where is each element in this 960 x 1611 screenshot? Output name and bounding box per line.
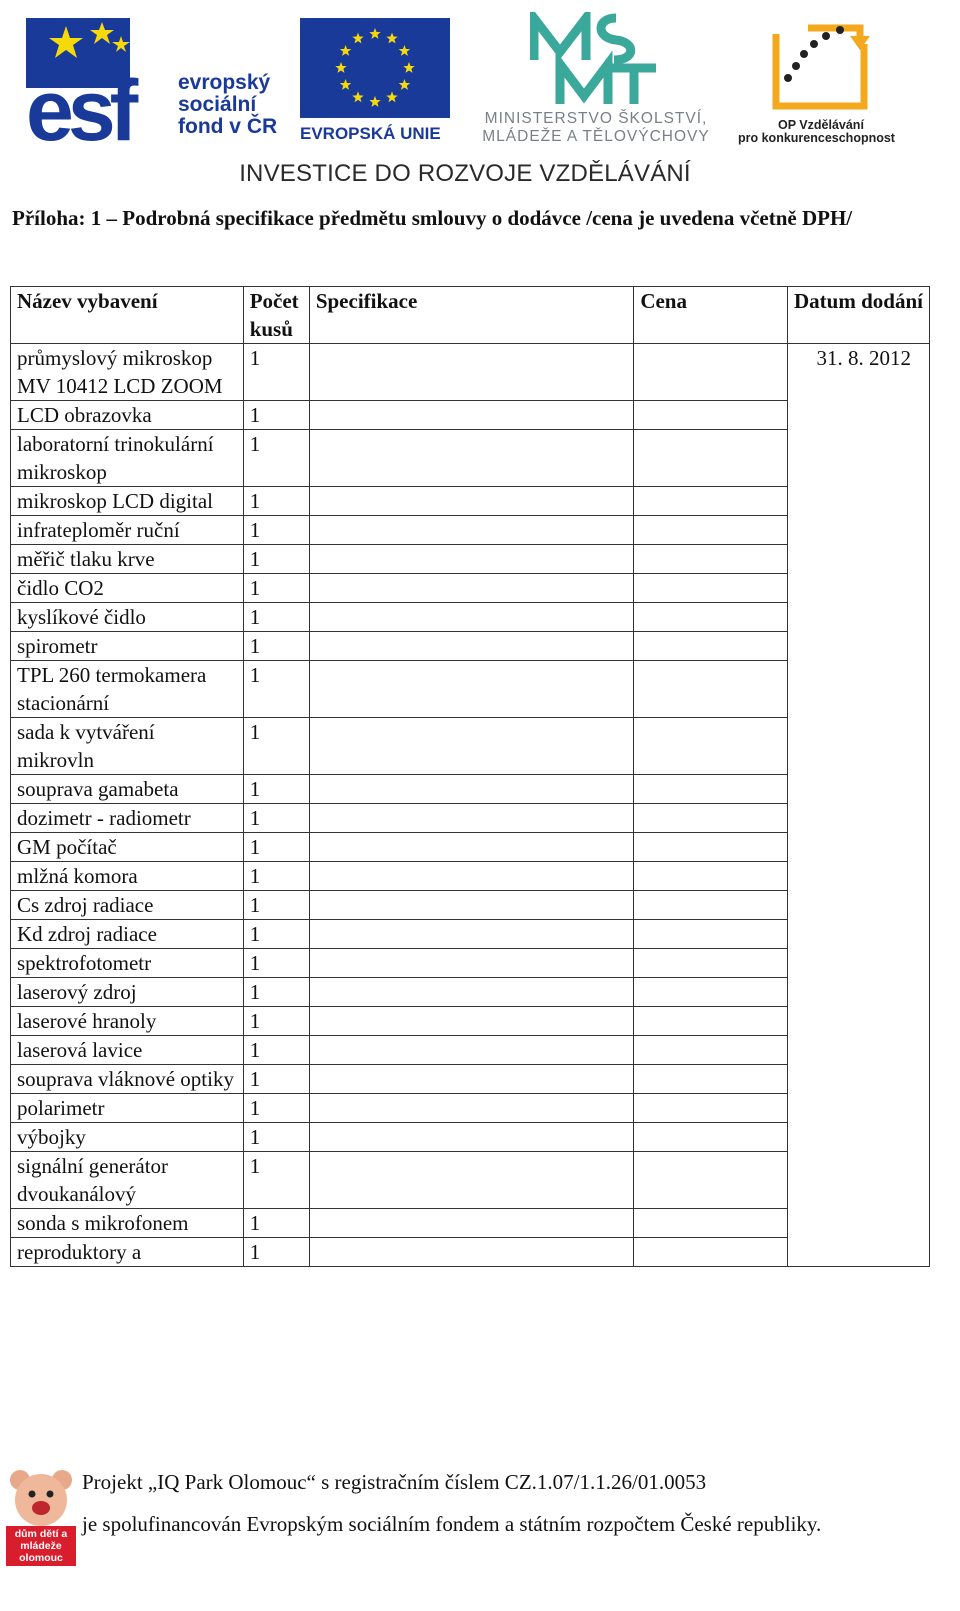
cell-name: průmyslový mikroskop MV 10412 LCD ZOOM: [11, 344, 244, 401]
cell-spec: [309, 574, 633, 603]
footer-line-2: je spolufinancován Evropským sociálním fondem a státním rozpočtem České republiky.: [82, 1512, 822, 1536]
cell-spec: [309, 1094, 633, 1123]
cell-spec: [309, 1152, 633, 1209]
cell-name: signální generátor dvoukanálový: [11, 1152, 244, 1209]
cell-qty: 1: [243, 632, 309, 661]
cell-name: mikroskop LCD digital: [11, 487, 244, 516]
cell-date: [788, 891, 930, 920]
header-date: Datum dodání: [788, 287, 930, 344]
op-logo-mark: [768, 14, 878, 114]
cell-qty: 1: [243, 1036, 309, 1065]
esf-line-1: evropský: [178, 71, 271, 94]
cell-qty: 1: [243, 1209, 309, 1238]
cell-date: [788, 1238, 930, 1267]
table-row: [11, 1209, 930, 1238]
cell-price: [634, 1036, 788, 1065]
table-row: [11, 545, 930, 574]
svg-text:esf: esf: [26, 63, 133, 146]
cell-spec: [309, 775, 633, 804]
table-row: [11, 603, 930, 632]
cell-qty: 1: [243, 1007, 309, 1036]
cell-name: čidlo CO2: [11, 574, 244, 603]
cell-spec: [309, 978, 633, 1007]
cell-spec: [309, 833, 633, 862]
cell-date: [788, 718, 930, 775]
cell-name: souprava vláknové optiky: [11, 1065, 244, 1094]
header-qty: Počet kusů: [243, 287, 309, 344]
cell-date: [788, 516, 930, 545]
cell-date: [788, 1036, 930, 1065]
eu-label: EVROPSKÁ UNIE: [300, 124, 441, 143]
cell-name: laserové hranoly: [11, 1007, 244, 1036]
esf-logo: [26, 18, 296, 148]
cell-price: [634, 891, 788, 920]
cell-spec: [309, 1036, 633, 1065]
cell-name: spirometr: [11, 632, 244, 661]
cell-spec: [309, 661, 633, 718]
cell-date: [788, 632, 930, 661]
table-row: [11, 401, 930, 430]
cell-spec: [309, 718, 633, 775]
cell-name: dozimetr - radiometr: [11, 804, 244, 833]
cell-price: [634, 1152, 788, 1209]
cell-price: [634, 775, 788, 804]
cell-spec: [309, 344, 633, 401]
table-row: [11, 920, 930, 949]
cell-price: [634, 632, 788, 661]
cell-spec: [309, 1065, 633, 1094]
op-line-1: OP Vzdělávání: [778, 118, 864, 132]
cell-qty: 1: [243, 545, 309, 574]
cell-price: [634, 401, 788, 430]
cell-name: souprava gamabeta: [11, 775, 244, 804]
table-row: [11, 862, 930, 891]
footer-line-1: Projekt „IQ Park Olomouc“ s registračním číslem CZ.1.07/1.1.26/01.0053: [82, 1470, 707, 1494]
cell-name: laserová lavice: [11, 1036, 244, 1065]
cell-spec: [309, 949, 633, 978]
table-row: [11, 1152, 930, 1209]
cell-price: [634, 862, 788, 891]
cell-qty: 1: [243, 1065, 309, 1094]
cell-qty: 1: [243, 1238, 309, 1267]
cell-date: [788, 603, 930, 632]
ddm-logo: [6, 1466, 76, 1566]
table-row: [11, 516, 930, 545]
cell-spec: [309, 862, 633, 891]
cell-qty: 1: [243, 1123, 309, 1152]
table-row: [11, 833, 930, 862]
cell-qty: 1: [243, 920, 309, 949]
header-spec: Specifikace: [309, 287, 633, 344]
cell-price: [634, 833, 788, 862]
cell-price: [634, 718, 788, 775]
op-logo: [738, 14, 918, 154]
cell-name: měřič tlaku krve: [11, 545, 244, 574]
tagline-text: INVESTICE DO ROZVOJE VZDĚLÁVÁNÍ: [239, 160, 691, 187]
cell-price: [634, 804, 788, 833]
cell-date: [788, 487, 930, 516]
cell-name: GM počítač: [11, 833, 244, 862]
cell-qty: 1: [243, 603, 309, 632]
cell-date: [788, 978, 930, 1007]
cell-price: [634, 1007, 788, 1036]
table-row: [11, 718, 930, 775]
cell-spec: [309, 430, 633, 487]
cell-date: [788, 1007, 930, 1036]
cell-date: [788, 430, 930, 487]
cell-name: TPL 260 termokamera stacionární: [11, 661, 244, 718]
msmt-logo-mark: [530, 12, 660, 107]
cell-qty: 1: [243, 891, 309, 920]
cell-qty: 1: [243, 862, 309, 891]
table-row: [11, 775, 930, 804]
cell-spec: [309, 401, 633, 430]
esf-line-3: fond v ČR: [178, 115, 278, 138]
cell-qty: 1: [243, 949, 309, 978]
table-row: [11, 1065, 930, 1094]
cell-name: mlžná komora: [11, 862, 244, 891]
cell-qty: 1: [243, 833, 309, 862]
cell-price: [634, 574, 788, 603]
cell-price: [634, 430, 788, 487]
cell-spec: [309, 1007, 633, 1036]
msmt-line-2: MLÁDEŽE A TĚLOVÝCHOVY: [482, 128, 710, 145]
cell-name: sada k vytváření mikrovln: [11, 718, 244, 775]
table-row: [11, 949, 930, 978]
cell-price: [634, 920, 788, 949]
cell-spec: [309, 891, 633, 920]
cell-price: [634, 344, 788, 401]
cell-name: Kd zdroj radiace: [11, 920, 244, 949]
cell-qty: 1: [243, 804, 309, 833]
cell-name: výbojky: [11, 1123, 244, 1152]
table-row: [11, 1036, 930, 1065]
cell-qty: 1: [243, 516, 309, 545]
cell-name: polarimetr: [11, 1094, 244, 1123]
cell-price: [634, 487, 788, 516]
eu-flag-icon: [300, 18, 450, 118]
cell-qty: 1: [243, 1152, 309, 1209]
eu-logo: [300, 18, 450, 148]
cell-price: [634, 949, 788, 978]
cell-qty: 1: [243, 401, 309, 430]
table-row: [11, 1094, 930, 1123]
bear-icon: [6, 1466, 76, 1528]
msmt-text: [460, 110, 732, 146]
cell-name: laboratorní trinokulární mikroskop: [11, 430, 244, 487]
cell-price: [634, 661, 788, 718]
ddm-logo-label: dům dětí a mládeže olomouc: [6, 1526, 76, 1566]
cell-name: Cs zdroj radiace: [11, 891, 244, 920]
table-row: [11, 804, 930, 833]
table-row: [11, 1123, 930, 1152]
cell-spec: [309, 603, 633, 632]
cell-qty: 1: [243, 344, 309, 401]
cell-name: reproduktory a: [11, 1238, 244, 1267]
msmt-logo: [460, 12, 730, 152]
cell-qty: 1: [243, 487, 309, 516]
cell-date: 31. 8. 2012: [788, 344, 930, 401]
cell-qty: 1: [243, 775, 309, 804]
msmt-line-1: MINISTERSTVO ŠKOLSTVÍ,: [484, 110, 708, 127]
cell-name: LCD obrazovka: [11, 401, 244, 430]
cell-date: [788, 920, 930, 949]
table-row: [11, 978, 930, 1007]
header-price: Cena: [634, 287, 788, 344]
cell-date: [788, 1094, 930, 1123]
table-row: [11, 661, 930, 718]
table-row: [11, 487, 930, 516]
cell-spec: [309, 487, 633, 516]
cell-price: [634, 1209, 788, 1238]
cell-spec: [309, 1209, 633, 1238]
cell-name: laserový zdroj: [11, 978, 244, 1007]
document-heading: Příloha: 1 – Podrobná specifikace předmětu smlouvy o dodávce /cena je uvedena včetně DPH/: [12, 206, 853, 230]
esf-logo-text: [178, 72, 277, 138]
op-line-2: pro konkurenceschopnost: [738, 131, 895, 145]
tagline: [0, 160, 930, 188]
cell-date: [788, 545, 930, 574]
cell-spec: [309, 1238, 633, 1267]
cell-qty: 1: [243, 718, 309, 775]
cell-price: [634, 1094, 788, 1123]
cell-price: [634, 545, 788, 574]
equipment-table: [10, 286, 930, 1267]
table-row: [11, 1238, 930, 1267]
cell-date: [788, 661, 930, 718]
cell-qty: 1: [243, 661, 309, 718]
table-body: [11, 344, 930, 1267]
logo-banner: [0, 0, 960, 200]
cell-spec: [309, 516, 633, 545]
cell-date: [788, 1209, 930, 1238]
cell-price: [634, 603, 788, 632]
cell-name: kyslíkové čidlo: [11, 603, 244, 632]
cell-qty: 1: [243, 574, 309, 603]
header-name: Název vybavení: [11, 287, 244, 344]
cell-qty: 1: [243, 430, 309, 487]
table-row: [11, 891, 930, 920]
cell-date: [788, 574, 930, 603]
cell-spec: [309, 920, 633, 949]
cell-date: [788, 775, 930, 804]
cell-date: [788, 949, 930, 978]
cell-qty: 1: [243, 1094, 309, 1123]
cell-date: [788, 833, 930, 862]
table-row: [11, 430, 930, 487]
cell-price: [634, 1123, 788, 1152]
esf-line-2: sociální: [178, 93, 257, 116]
cell-date: [788, 1123, 930, 1152]
cell-name: spektrofotometr: [11, 949, 244, 978]
cell-date: [788, 862, 930, 891]
table-row: [11, 574, 930, 603]
cell-date: [788, 1152, 930, 1209]
table-header-row: [11, 287, 930, 344]
cell-spec: [309, 1123, 633, 1152]
cell-price: [634, 516, 788, 545]
cell-name: infrateploměr ruční: [11, 516, 244, 545]
cell-qty: 1: [243, 978, 309, 1007]
footer: [0, 1462, 960, 1611]
cell-date: [788, 804, 930, 833]
table-row: [11, 344, 930, 401]
table-row: [11, 1007, 930, 1036]
cell-price: [634, 1238, 788, 1267]
esf-logo-mark: [26, 18, 166, 146]
cell-date: [788, 401, 930, 430]
cell-date: [788, 1065, 930, 1094]
cell-spec: [309, 632, 633, 661]
cell-spec: [309, 545, 633, 574]
cell-price: [634, 1065, 788, 1094]
cell-spec: [309, 804, 633, 833]
table-row: [11, 632, 930, 661]
cell-name: sonda s mikrofonem: [11, 1209, 244, 1238]
cell-price: [634, 978, 788, 1007]
